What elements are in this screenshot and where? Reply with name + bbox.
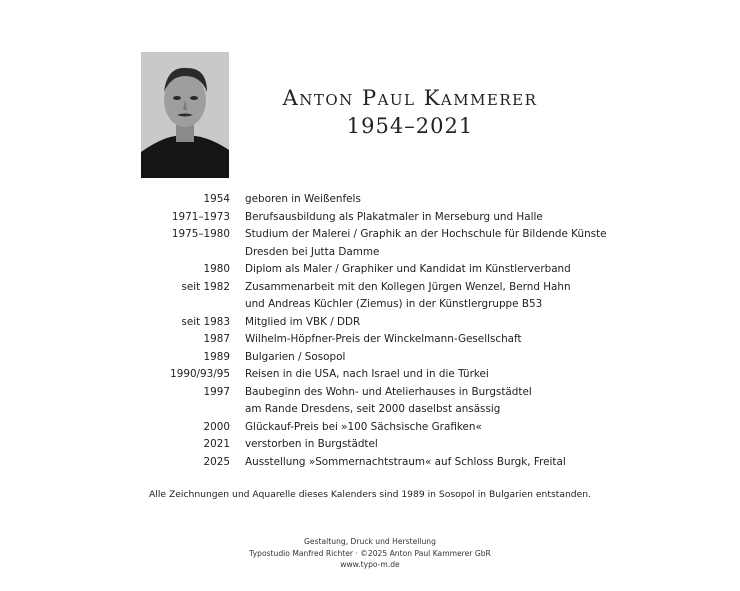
bio-year: 1997 [203, 385, 230, 398]
bio-text: Glückauf-Preis bei »100 Sächsische Grafiken« [245, 420, 482, 433]
title-block [255, 84, 565, 140]
bio-row [160, 401, 600, 419]
bio-text: Berufsausbildung als Plakatmaler in Merseburg und Halle [245, 210, 543, 223]
credits-line: Gestaltung, Druck und Herstellung [304, 537, 436, 546]
bio-year: 1987 [203, 333, 230, 345]
bio-year: 1975–1980 [171, 228, 230, 240]
bio-row [160, 244, 600, 262]
bio-text: Reisen in die USA, nach Israel und in die Türkei [245, 368, 489, 380]
bio-text: Dresden bei Jutta Damme [245, 245, 380, 258]
bio-year: 1954 [203, 193, 230, 205]
biography-list [160, 191, 607, 471]
bio-year [160, 296, 230, 314]
portrait-photo [141, 52, 229, 178]
bio-row [160, 191, 600, 209]
bio-row [160, 366, 600, 384]
bio-text: Baubeginn des Wohn- und Atelierhauses in Burgstädtel [245, 385, 532, 398]
bio-row [160, 226, 607, 244]
bio-row [160, 314, 600, 332]
bio-row [160, 454, 600, 472]
bio-text: geboren in Weißenfels [245, 193, 361, 205]
bio-year [160, 401, 230, 419]
bio-text: Ausstellung »Sommernachtstraum« auf Schloss Burgk, Freital [245, 455, 566, 468]
bio-row [160, 384, 600, 402]
bio-text: Zusammenarbeit mit den Kollegen Jürgen Wenzel, Bernd Hahn [245, 280, 571, 293]
bio-year: 1971–1973 [171, 210, 230, 223]
bio-year: 2025 [203, 455, 230, 468]
bio-year: 1990/93/95 [170, 368, 230, 380]
bio-year [160, 244, 230, 262]
bio-text: Diplom als Maler / Graphiker und Kandidat im Künstlerverband [245, 263, 571, 275]
credits-line: Typostudio Manfred Richter · ©2025 Anton Paul Kammerer GbR [249, 548, 491, 558]
bio-year: seit 1983 [181, 315, 230, 328]
bio-row [160, 261, 600, 279]
bio-text: am Rande Dresdens, seit 2000 daselbst ansässig [245, 403, 501, 415]
bio-text: Wilhelm-Höpfner-Preis der Winckelmann-Gesellschaft [245, 333, 522, 345]
bio-row [160, 279, 600, 297]
bio-row [160, 436, 600, 454]
bio-year: 2021 [203, 438, 230, 450]
website-link[interactable]: www.typo-m.de [340, 560, 400, 569]
artist-name: Anton Paul Kammerer [282, 86, 538, 110]
bio-text: Bulgarien / Sosopol [245, 350, 346, 363]
bio-year: 1989 [203, 350, 230, 363]
bio-year: 1980 [203, 263, 230, 275]
bio-row [160, 419, 600, 437]
bio-year: 2000 [203, 420, 230, 433]
credits [0, 536, 740, 571]
bio-text: verstorben in Burgstädtel [245, 438, 378, 450]
bio-row [160, 331, 600, 349]
calendar-note: Alle Zeichnungen und Aquarelle dieses Kalenders sind 1989 in Sosopol in Bulgarien entstanden. [148, 489, 592, 500]
life-years: 1954–2021 [346, 114, 474, 138]
bio-year: seit 1982 [181, 280, 230, 293]
bio-text: Mitglied im VBK / DDR [245, 315, 361, 328]
bio-text: und Andreas Küchler (Ziemus) in der Künstlergruppe B53 [245, 298, 543, 310]
bio-text: Studium der Malerei / Graphik an der Hochschule für Bildende Künste [245, 228, 607, 240]
bio-row [160, 349, 600, 367]
bio-row [160, 296, 600, 314]
bio-row [160, 209, 600, 227]
